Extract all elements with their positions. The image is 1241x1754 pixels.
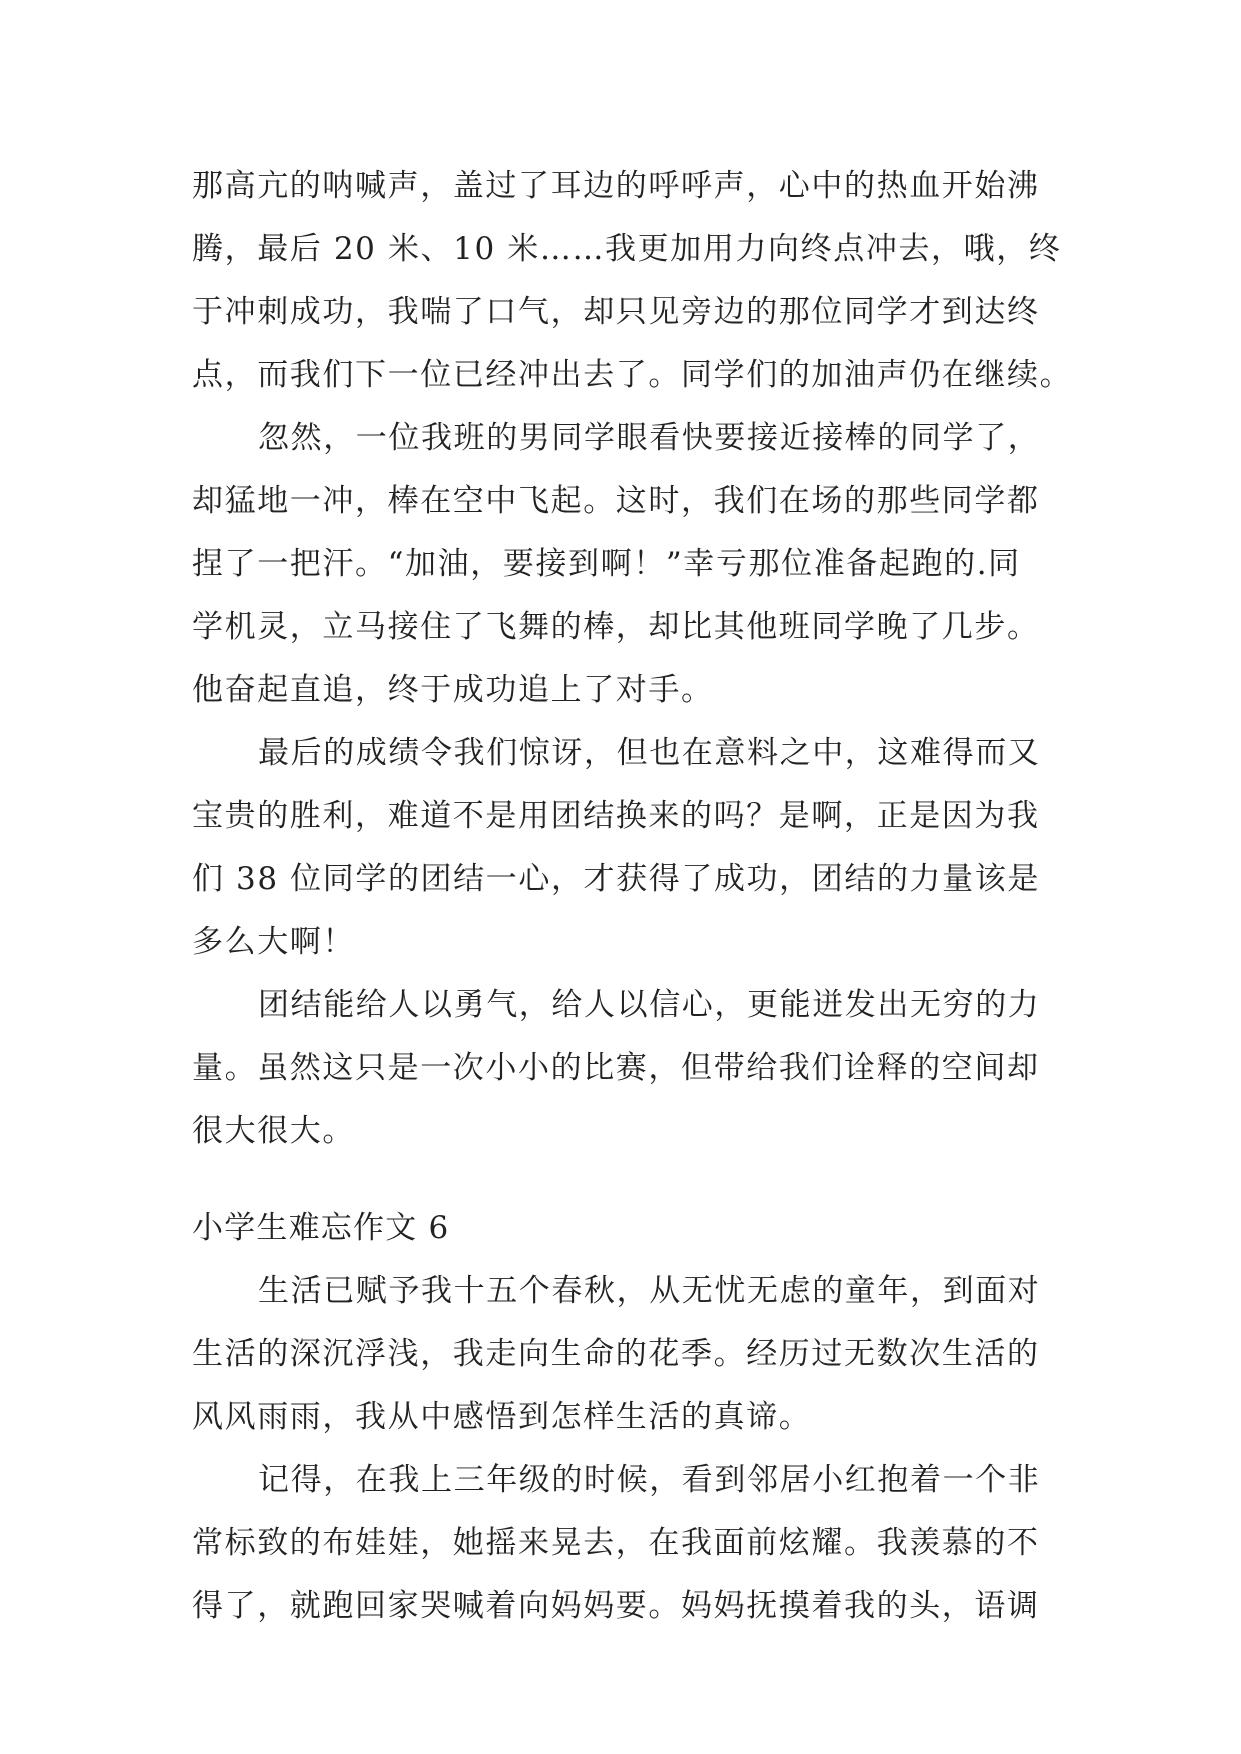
text-line: 记得，在我上三年级的时候，看到邻居小红抱着一个非 bbox=[258, 1462, 1041, 1498]
text-line: 他奋起直追，终于成功追上了对手。 bbox=[192, 672, 714, 708]
text-line: 常标致的布娃娃，她摇来晃去，在我面前炫耀。我羡慕的不 bbox=[192, 1525, 1040, 1561]
paragraph-6 bbox=[192, 1449, 1052, 1638]
text-line: 得了，就跑回家哭喊着向妈妈要。妈妈抚摸着我的头，语调 bbox=[192, 1588, 1040, 1624]
text-line: 宝贵的胜利，难道不是用团结换来的吗？是啊，正是因为我 bbox=[192, 798, 1040, 834]
text-line: 生活的深沉浮浅，我走向生命的花季。经历过无数次生活的 bbox=[192, 1336, 1040, 1372]
text-line: 风风雨雨，我从中感悟到怎样生活的真谛。 bbox=[192, 1399, 812, 1435]
paragraph-4 bbox=[192, 974, 1052, 1163]
paragraph-5 bbox=[192, 1260, 1052, 1449]
document-body bbox=[192, 155, 1073, 1638]
text-line: 们 38 位同学的团结一心，才获得了成功，团结的力量该是 bbox=[192, 861, 1040, 897]
text-line: 量。虽然这只是一次小小的比赛，但带给我们诠释的空间却 bbox=[192, 1050, 1040, 1086]
text-line: 最后的成绩令我们惊讶，但也在意料之中，这难得而又 bbox=[258, 735, 1041, 771]
text-line: 很大很大。 bbox=[192, 1113, 355, 1149]
text-line: 那高亢的呐喊声，盖过了耳边的呼呼声，心中的热血开始沸 bbox=[192, 168, 1040, 204]
text-line: 却猛地一冲，棒在空中飞起。这时，我们在场的那些同学都 bbox=[192, 483, 1040, 519]
text-line: 腾，最后 20 米、10 米……我更加用力向终点冲去，哦，终 bbox=[192, 231, 1062, 267]
paragraph-1 bbox=[192, 155, 1073, 407]
text-line: 生活已赋予我十五个春秋，从无忧无虑的童年，到面对 bbox=[258, 1273, 1041, 1309]
section-title: 小学生难忘作文 6 bbox=[192, 1210, 450, 1246]
text-line: 多么大啊！ bbox=[192, 924, 355, 960]
text-line: 学机灵，立马接住了飞舞的棒，却比其他班同学晚了几步。 bbox=[192, 609, 1040, 645]
text-line: 忽然，一位我班的男同学眼看快要接近接棒的同学了， bbox=[258, 420, 1041, 456]
text-line: 于冲刺成功，我喘了口气，却只见旁边的那位同学才到达终 bbox=[192, 294, 1040, 330]
text-line: 团结能给人以勇气，给人以信心，更能迸发出无穷的力 bbox=[258, 987, 1041, 1023]
text-line: 捏了一把汗。“加油，要接到啊！”幸亏那位准备起跑的.同 bbox=[192, 546, 1021, 582]
paragraph-2 bbox=[192, 407, 1052, 722]
paragraph-3 bbox=[192, 722, 1052, 974]
text-line: 点，而我们下一位已经冲出去了。同学们的加油声仍在继续。 bbox=[192, 357, 1073, 393]
